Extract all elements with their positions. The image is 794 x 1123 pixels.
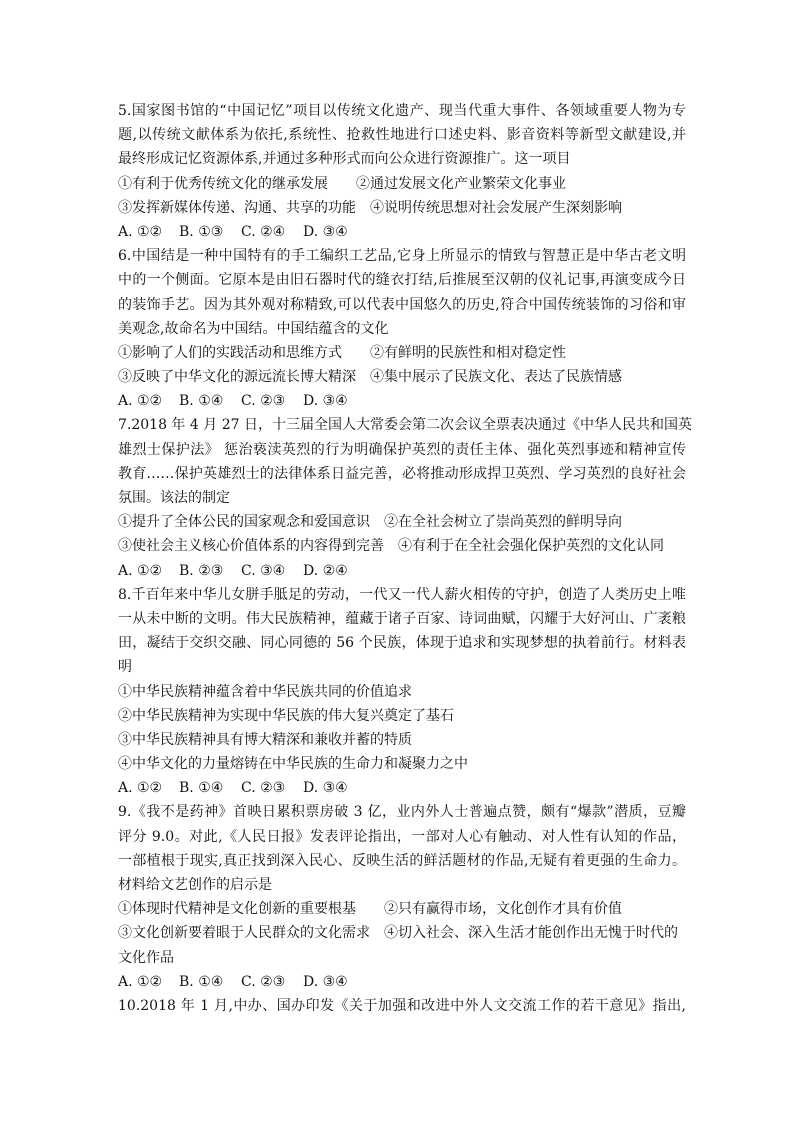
option-a: A. ①②	[118, 973, 163, 990]
option-d: D. ③④	[303, 393, 348, 410]
statement-2: ②有鲜明的民族性和相对稳定性	[370, 344, 566, 361]
question-stem-line: 田，凝结于交织交融、同心同德的 56 个民族，体现于追求和实现梦想的执着前行。材料表	[118, 635, 686, 652]
statement-row	[118, 365, 686, 389]
statement-1: ①有利于优秀传统文化的继承发展	[118, 175, 328, 192]
statement-4: ④切入社会、深入生活才能创作出无愧于时代的	[384, 925, 678, 942]
option-c: C. ②④	[241, 223, 286, 240]
option-c: C. ②③	[241, 393, 286, 410]
question-stem-line: 一部植根于现实,真正找到深入民心、反映生活的鲜活题材的作品,无疑有着更强的生命力。	[118, 852, 686, 869]
statement-1: ①中华民族精神蕴含着中华民族共同的价值追求	[118, 683, 412, 700]
statement-4: ④说明传统思想对社会发展产生深刻影响	[370, 199, 622, 216]
statement-1: ①体现时代精神是文化创新的重要根基	[118, 901, 356, 918]
question-stem-line: 中的一个侧面。它原本是由旧石器时代的缝衣打结,后推展至汉朝的仪礼记事,再演变成今日	[118, 272, 686, 289]
question-stem-line: 的装饰手艺。因为其外观对称精致,可以代表中国悠久的历史,符合中国传统装饰的习俗和审	[118, 296, 686, 313]
statement-3: ③反映了中华文化的源远流长博大精深	[118, 369, 356, 386]
question-stem-line: 雄烈士保护法》 惩治亵渎英烈的行为明确保护英烈的责任主体、强化英烈事迹和精神宣传	[118, 441, 686, 458]
option-a: A. ①②	[118, 562, 163, 579]
statement-1: ①影响了人们的实践活动和思维方式	[118, 344, 342, 361]
option-c: C. ③④	[241, 562, 286, 579]
question-list	[118, 99, 692, 1018]
statement-1: ①提升了全体公民的国家观念和爱国意识	[118, 514, 370, 531]
statement-3: ③发挥新媒体传递、沟通、共享的功能	[118, 199, 356, 216]
option-a: A. ①②	[118, 393, 163, 410]
statement-2: ②在全社会树立了崇尚英烈的鲜明导向	[384, 514, 622, 531]
answer-options	[118, 220, 686, 244]
question-stem-line: 明	[118, 659, 132, 676]
question-stem-line: 教育……保护英雄烈士的法律体系日益完善，必将推动形成捍卫英烈、学习英烈的良好社会	[118, 465, 686, 482]
option-b: B. ①④	[179, 780, 224, 797]
option-a: A. ①②	[118, 780, 163, 797]
question-stem-line: 最终形成记忆资源体系,并通过多种形式而向公众进行资源推广。这一项目	[118, 151, 571, 168]
statement-row	[118, 510, 686, 534]
option-b: B. ①④	[179, 393, 224, 410]
statement-row	[118, 921, 686, 945]
question-9	[118, 800, 686, 994]
option-c: C. ②③	[241, 780, 286, 797]
statement-row	[118, 196, 686, 220]
option-c: C. ②③	[241, 973, 286, 990]
statement-row	[118, 341, 686, 365]
statement-row	[118, 534, 686, 558]
statement-4: ④有利于在全社会强化保护英烈的文化认同	[398, 538, 664, 555]
statement-row	[118, 172, 686, 196]
question-stem-line: 9.《我不是药神》首映日累积票房破 3 亿，业内外人士普遍点赞，颇有“爆款”潜质，豆瓣	[118, 804, 686, 821]
answer-options	[118, 970, 686, 994]
statement-2: ②通过发展文化产业繁荣文化事业	[356, 175, 566, 192]
question-stem-line: 8.千百年来中华儿女胼手胝足的劳动，一代又一代人薪火相传的守护，创造了人类历史上唯	[118, 586, 686, 603]
statement-2: ②只有赢得市场，文化创作才具有价值	[384, 901, 622, 918]
statement-2: ②中华民族精神为实现中华民族的伟大复兴奠定了基石	[118, 707, 454, 724]
option-b: B. ①③	[179, 223, 224, 240]
option-d: D. ③④	[303, 780, 348, 797]
answer-options	[118, 559, 686, 583]
question-stem-line: 5.国家图书馆的“中国记忆”项目以传统文化遗产、现当代重大事件、各领域重要人物为专	[118, 103, 686, 119]
option-d: D. ②④	[303, 562, 348, 579]
option-a: A. ①②	[118, 223, 163, 240]
option-d: D. ③④	[303, 973, 348, 990]
question-stem-line: 一从未中断的文明。伟大民族精神，蕴藏于诸子百家、诗词曲赋，闪耀于大好河山、广袤粮	[118, 610, 686, 627]
statement-3: ③文化创新要着眼于人民群众的文化需求	[118, 925, 370, 942]
question-stem-line: 题,以传统文献体系为依托,系统性、抢救性地进行口述史料、影音资料等新型文献建设,并	[118, 127, 686, 144]
question-6	[118, 244, 686, 413]
statement-4: ④集中展示了民族文化、表达了民族情感	[370, 369, 622, 386]
question-stem-line: 6.中国结是一种中国特有的手工编织工艺品,它身上所显示的情致与智慧正是中华古老文明	[118, 248, 686, 265]
question-stem-line: 10.2018 年 1 月,中办、国办印发《关于加强和改进中外人文交流工作的若干意见》指出,	[118, 997, 686, 1014]
question-8	[118, 583, 686, 801]
answer-options	[118, 389, 686, 413]
statement-4: ④中华文化的力量熔铸在中华民族的生命力和凝聚力之中	[118, 756, 468, 773]
statement-row	[118, 897, 686, 921]
question-stem-line: 评分 9.0。对此,《人民日报》发表评论指出，一部对人心有触动、对人性有认知的作品，	[118, 828, 686, 845]
question-stem-line: 7.2018 年 4 月 27 日，十三届全国人大常委会第二次会议全票表决通过《中华人民共和国英	[118, 417, 692, 434]
statement-4-continued: 文化作品	[118, 949, 174, 966]
statement-3: ③使社会主义核心价值体系的内容得到完善	[118, 538, 384, 555]
question-7	[118, 413, 692, 582]
option-d: D. ③④	[303, 223, 348, 240]
question-10	[118, 994, 686, 1018]
question-stem-line: 美观念,故命名为中国结。中国结蕴含的文化	[118, 320, 389, 337]
question-stem-line: 氛围。该法的制定	[118, 490, 230, 506]
question-5	[118, 99, 686, 244]
option-b: B. ①④	[179, 973, 224, 990]
question-stem-line: 材料给文艺创作的启示是	[118, 877, 272, 893]
answer-options	[118, 776, 686, 800]
statement-3: ③中华民族精神具有博大精深和兼收并蓄的特质	[118, 731, 412, 748]
option-b: B. ②③	[179, 562, 224, 579]
